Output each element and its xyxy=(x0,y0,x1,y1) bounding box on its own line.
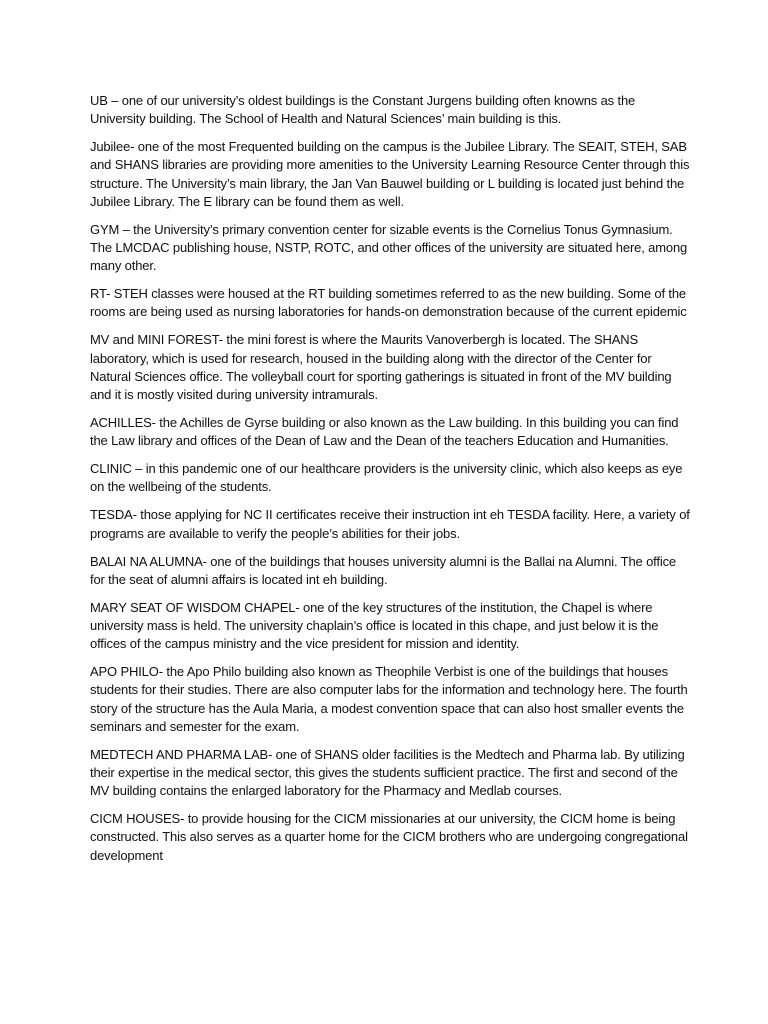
paragraph-jubilee: Jubilee- one of the most Frequented building on the campus is the Jubilee Library. The SEAIT, STEH, SAB and SHANS libraries are providing more amenities to the University Learning Resource Center through this structure. The University’s main library, the Jan Van Bauwel building or L building is located just behind the Jubilee Library. The E library can be found them as well. xyxy=(90,139,690,209)
paragraph-chapel: MARY SEAT OF WISDOM CHAPEL- one of the key structures of the institution, the Chapel is where university mass is held. The university chaplain’s office is located in this chape, and just below it is the offices of the campus ministry and the vice president for mission and identity. xyxy=(90,599,659,652)
paragraph-tesda: TESDA- those applying for NC II certificates receive their instruction int eh TESDA facility. Here, a variety of programs are available to verify the people’s abilities for their jobs. xyxy=(90,507,690,541)
paragraph-medtech-pharma-lab: MEDTECH AND PHARMA LAB- one of SHANS older facilities is the Medtech and Pharma lab. By utilizing their expertise in the medical sector, this gives the students sufficient practice. The first and second of the MV building contains the enlarged laboratory for the Pharmacy and Medlab courses. xyxy=(90,746,685,799)
paragraph-rt: RT- STEH classes were housed at the RT building sometimes referred to as the new building. Some of the rooms are being used as nursing laboratories for hands-on demonstration because of the current epidemic xyxy=(90,286,687,320)
paragraph-mv-mini-forest: MV and MINI FOREST- the mini forest is where the Maurits Vanoverbergh is located. The SHANS laboratory, which is used for research, housed in the building along with the director of the Center for Natural Sciences office. The volleyball court for sporting gatherings is situated in front of the MV building and it is mostly visited during university intramurals. xyxy=(90,332,672,403)
paragraph-gym: GYM – the University’s primary convention center for sizable events is the Cornelius Tonus Gymnasium. The LMCDAC publishing house, NSTP, ROTC, and other offices of the university are situated here, among many other. xyxy=(90,221,688,274)
paragraph-cicm-houses: CICM HOUSES- to provide housing for the CICM missionaries at our university, the CICM home is being constructed. This also serves as a quarter home for the CICM brothers who are undergoing congregational development xyxy=(90,811,688,863)
paragraph-achilles: ACHILLES- the Achilles de Gyrse building or also known as the Law building. In this building you can find the Law library and offices of the Dean of Law and the Dean of the teachers Education and Humanities. xyxy=(90,415,679,449)
paragraph-clinic: CLINIC – in this pandemic one of our healthcare providers is the university clinic, which also keeps as eye on the wellbeing of the students. xyxy=(90,461,683,495)
paragraph-ub: UB – one of our university’s oldest buildings is the Constant Jurgens building often knowns as the University building. The School of Health and Natural Sciences’ main building is this. xyxy=(90,93,636,127)
paragraph-balai-na-alumna: BALAI NA ALUMNA- one of the buildings that houses university alumni is the Ballai na Alumni. The office for the seat of alumni affairs is located int eh building. xyxy=(90,553,677,587)
document-body xyxy=(90,92,690,875)
paragraph-apo-philo: APO PHILO- the Apo Philo building also known as Theophile Verbist is one of the buildings that houses students for their studies. There are also computer labs for the information and technology here. The fourth story of the structure has the Aula Maria, a modest convention space that can also host smaller events the seminars and semester for the exam. xyxy=(90,664,688,734)
